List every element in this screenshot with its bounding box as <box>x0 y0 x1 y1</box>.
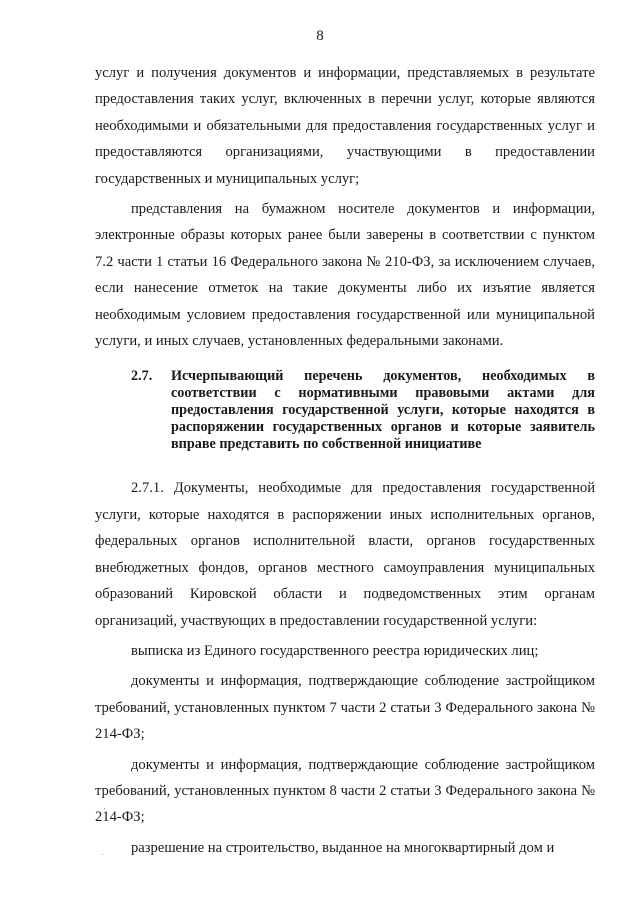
paragraph-2-7-1: 2.7.1. Документы, необходимые для предоставления государственной услуги, которые находятся в распоряжении иных исполнительных органов, федеральных органов исполнительной власти, органов государственных внебюджетных фондов, органов местного самоуправления муниципальных образований Кировской области и подведомственных этим органам организаций, участвующих в предоставлении государственной услуги: <box>95 480 595 629</box>
section-number: 2.7. <box>131 368 153 385</box>
scan-speck <box>104 808 105 809</box>
list-item-building-permit: разрешение на строительство, выданное на многоквартирный дом и <box>131 839 555 856</box>
section-heading <box>95 368 595 453</box>
section-title: Исчерпывающий перечень документов, необходимых в соответствии с нормативными правовыми актами для предоставления государственной услуги, которые находятся в распоряжении государственных органов и которые заявитель вправе представить по собственной инициативе <box>171 368 595 453</box>
list-item-egrul-extract: выписка из Единого государственного реестра юридических лиц; <box>131 642 539 659</box>
list-item-requirements-point-8: документы и информация, подтверждающие соблюдение застройщиком требований, установленных пунктом 8 части 2 статьи 3 Федерального закона № 214-ФЗ; <box>95 756 595 826</box>
list-item-requirements-point-7: документы и информация, подтверждающие соблюдение застройщиком требований, установленных пунктом 7 части 2 статьи 3 Федерального закона № 214-ФЗ; <box>95 673 595 743</box>
paragraph-services-continuation: услуг и получения документов и информации, представляемых в результате предоставления таких услуг, включенных в перечни услуг, которые являются необходимыми и обязательными для предоставления государственных услуг и предоставляются организациями, участвующими в предоставлении государственных и муниципальных услуг; <box>95 65 595 187</box>
page-number: 8 <box>316 28 324 44</box>
document-body <box>95 60 595 861</box>
paragraph-paper-documents: представления на бумажном носителе документов и информации, электронные образы которых ранее были заверены в соответствии с пунктом 7.2 части 1 статьи 16 Федерального закона № 210-ФЗ, за исключением случаев, если нанесение отметок на такие документы либо их изъятие является необходимым условием предоставления государственной или муниципальной услуги, и иных случаев, установленных федеральными законами. <box>95 201 595 350</box>
scan-speck <box>102 854 103 855</box>
